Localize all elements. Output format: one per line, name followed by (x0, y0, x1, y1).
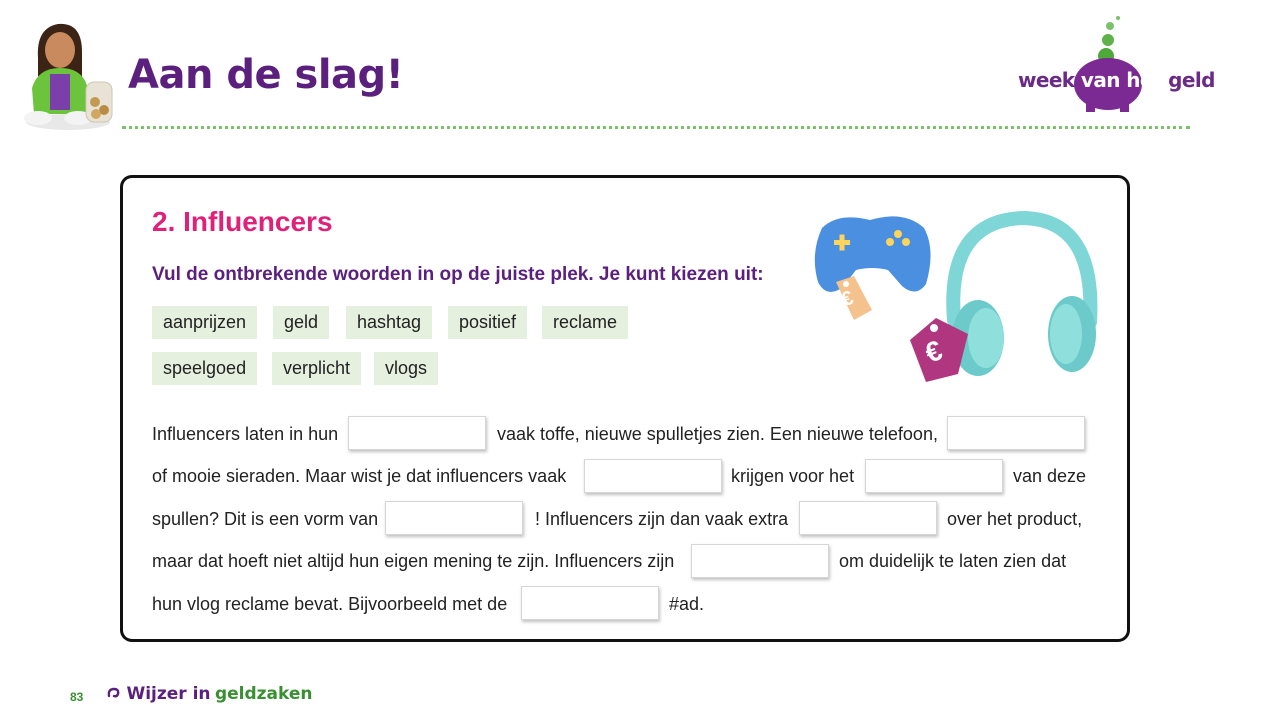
answer-blank-8[interactable] (521, 586, 659, 620)
brand-part2: van het (1080, 68, 1162, 92)
brand-part1: week (1018, 68, 1075, 92)
word-chip-reclame[interactable]: reclame (542, 306, 628, 339)
word-chip-speelgoed[interactable]: speelgoed (152, 352, 257, 385)
word-chip-vlogs[interactable]: vlogs (374, 352, 438, 385)
answer-blank-5[interactable] (385, 501, 523, 535)
answer-blank-3[interactable] (584, 459, 722, 493)
footer-logo-part2: geldzaken (214, 684, 313, 704)
footer-logo (106, 684, 313, 704)
word-chip-aanprijzen[interactable]: aanprijzen (152, 306, 257, 339)
word-chip-verplicht[interactable]: verplicht (272, 352, 361, 385)
text-segment: maar dat hoeft niet altijd hun eigen mening te zijn. Influencers zijn (152, 551, 675, 571)
euro-tag-small: € (838, 286, 857, 312)
text-segment: om duidelijk te laten zien dat (839, 551, 1067, 571)
page-title: Aan de slag! (128, 52, 404, 98)
word-chip-hashtag[interactable]: hashtag (346, 306, 432, 339)
footer-logo-part1: Wijzer in (126, 684, 211, 704)
header-divider (122, 126, 1190, 129)
euro-tag-large: € (920, 334, 947, 369)
answer-blank-1[interactable] (348, 416, 486, 450)
exercise-instruction: Vul de ontbrekende woorden in op de juiste plek. Je kunt kiezen uit: (152, 264, 764, 285)
text-segment: vaak toffe, nieuwe spulletjes zien. Een nieuwe telefoon, (497, 424, 938, 444)
brand-part3: geld (1168, 68, 1215, 92)
word-chip-geld[interactable]: geld (273, 306, 329, 339)
brand-wordmark (1018, 68, 1215, 92)
text-segment: hun vlog reclame bevat. Bijvoorbeeld met de (152, 594, 508, 614)
exercise-title: 2. Influencers (152, 206, 333, 237)
text-segment: of mooie sieraden. Maar wist je dat influencers vaak (152, 466, 567, 486)
text-segment: ! Influencers zijn dan vaak extra (535, 509, 789, 529)
answer-blank-7[interactable] (691, 544, 829, 578)
text-segment: Influencers laten in hun (152, 424, 339, 444)
swirl-logo-icon (106, 686, 122, 702)
piggy-bank-logo-icon (1016, 14, 1196, 114)
text-segment: spullen? Dit is een vorm van (152, 509, 379, 529)
word-chip-positief[interactable]: positief (448, 306, 527, 339)
answer-blank-4[interactable] (865, 459, 1003, 493)
mascot-girl-illustration (18, 18, 120, 132)
answer-blank-2[interactable] (947, 416, 1085, 450)
text-segment: #ad. (669, 594, 705, 614)
text-segment: krijgen voor het (731, 466, 855, 486)
text-segment: over het product, (947, 509, 1083, 529)
text-segment: van deze (1013, 466, 1087, 486)
answer-blank-6[interactable] (799, 501, 937, 535)
page-number: 83 (70, 690, 84, 704)
